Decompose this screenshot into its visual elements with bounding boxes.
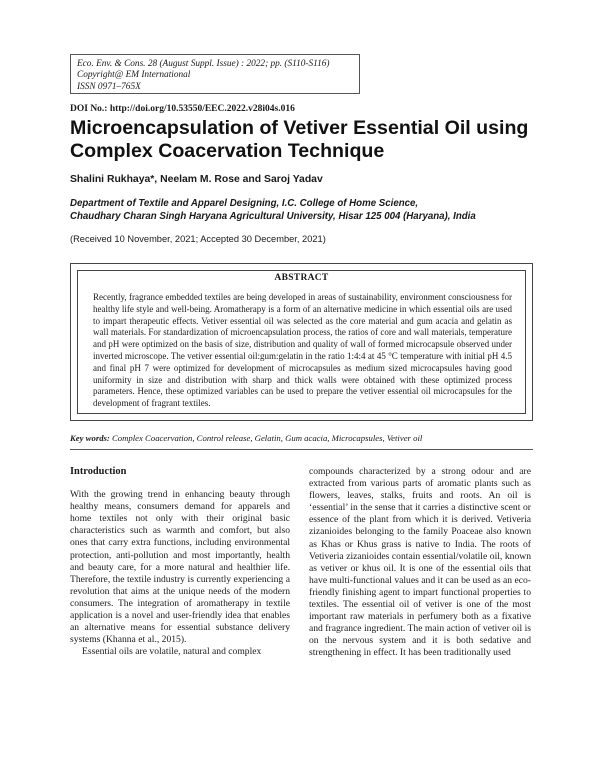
paper-title: Microencapsulation of Vetiver Essential Oil using Complex Coacervation Technique — [70, 117, 529, 162]
doi-line[interactable]: DOI No.: http://doi.org/10.53550/EEC.2022.v28i04s.016 — [70, 104, 295, 114]
left-column — [70, 466, 290, 658]
abstract-heading: ABSTRACT — [274, 273, 329, 283]
keywords-label: Key words: — [70, 433, 110, 443]
introduction-heading: Introduction — [70, 466, 127, 477]
introduction-paragraph-2: Essential oils are volatile, natural and complex — [82, 646, 262, 658]
journal-citation: Eco. Env. & Cons. 28 (August Suppl. Issue) : 2022; pp. (S110-S116) — [77, 59, 330, 69]
journal-copyright: Copyright@ EM International — [77, 70, 191, 81]
affiliation — [70, 197, 540, 223]
right-column-paragraph: compounds characterized by a strong odour and are extracted from various parts of aromatic plants such as flowers, leaves, stalks, fruits and roots. An oil is ‘essential’ in the sense that it carries a distinctive scent or essence of the plant from which it is derived. Vetiveria zizanioides belonging to the family Poaceae also known as Khas or Khus grass is native to India. The roots of Vetiveria zizanioides contain essential/volatile oil, known as vetiver or khus oil. It is one of the essential oils that have multi-functional values and it can be used as an eco-friendly finishing agent to impart functional properties to textiles. The essential oil of vetiver is one of the most important raw materials in perfumery both as a fixative and fragrance ingredient. The main action of vetiver oil is on the nervous system and it is both sedative and strengthening in effect. It has been traditionally used — [309, 466, 531, 659]
journal-issn: ISSN 0971–765X — [77, 81, 141, 92]
right-column — [309, 466, 531, 660]
received-dates: (Received 10 November, 2021; Accepted 30 December, 2021) — [70, 234, 326, 244]
abstract-box — [70, 263, 533, 421]
introduction-paragraph-1: With the growing trend in enhancing beauty through healthy means, consumers demand for apparels and home textiles not only with their original basic characteristics such as warmth and comfort, but also ones that carry extra functions, including environmental protection, anti-pollution and most importantly, health and beauty care, for a more natural and healthier life. Therefore, the textile industry is currently experiencing a revolution that aims at the unique needs of the modern consumers. The integration of aromatherapy in textile application is a novel and user-friendly idea that enables an alternative means for essential substance delivery systems (Khanna et al., 2015). — [70, 489, 290, 646]
journal-citation-box — [70, 54, 360, 94]
keywords — [70, 433, 540, 443]
abstract-text: Recently, fragrance embedded textiles are being developed in areas of sustainability, environment consciousness for healthy life style and well-being. Aromatherapy is a form of an alternative medicine in which essential oils are used to impart therapeutic effects. Vetiver essential oil was selected as the core material and gum acacia and gelatin as wall materials. For standardization of microencapsulation process, the ratios of core and wall materials, temperature and pH were optimized on the basis of size, distribution and quality of wall of formed microcapsule observed under inverted microscope. The vetiver essential oil:gum:gelatin in the ratio 1:4:4 at 45 °C temperature with initial pH 4.5 and final pH 7 were optimized for development of microcapsules as medium sized microcapsules having good uniformity in size and distribution with sharp and thick walls were obtained with these optimized process parameters. Hence, these optimized variables can be used to prepare the vetiver essential oil microcapsules for the development of fragrant textiles. — [93, 292, 512, 409]
keywords-text: Complex Coacervation, Control release, Gelatin, Gum acacia, Microcapsules, Vetiver oil — [112, 433, 423, 443]
affiliation-line-1: Department of Textile and Apparel Designing, I.C. College of Home Science, — [70, 198, 419, 209]
author-list: Shalini Rukhaya*, Neelam M. Rose and Saroj Yadav — [70, 174, 323, 185]
section-divider — [70, 449, 533, 450]
affiliation-line-2: Chaudhary Charan Singh Haryana Agricultural University, Hisar 125 004 (Haryana), India — [70, 211, 476, 222]
